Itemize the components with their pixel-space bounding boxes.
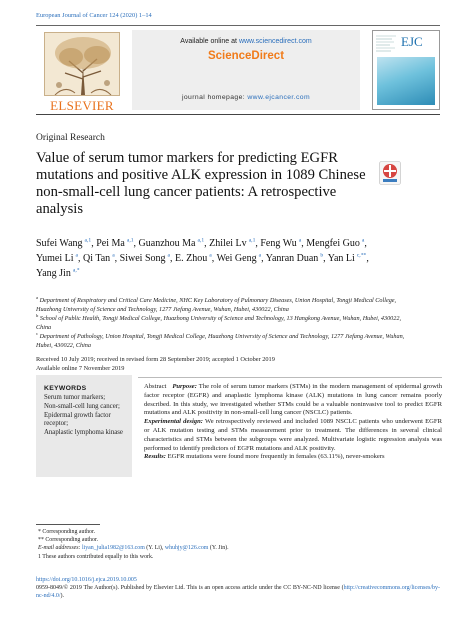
article-history <box>36 356 416 373</box>
cover-artwork <box>377 57 435 105</box>
author-affiliation-mark[interactable]: a,* <box>72 267 80 274</box>
doi-license-block <box>36 576 440 601</box>
keyword-item: Anaplastic lymphoma kinase <box>44 429 123 437</box>
corresponding-author-2: ** Corresponding author. <box>38 537 99 544</box>
tree-illustration <box>44 32 120 96</box>
journal-header-panel <box>132 30 360 110</box>
affiliation-a: $^a$ Department of Respiratory and Critical Care Medicine, NHC Key Laboratory of Pulmonary Diseases, Union Hospital, Tongji Medical College, Huazhong University of Science and Technology, 1277 Jiefang Avenue, Wuhan, Hubei, 430022, China <box>36 294 397 313</box>
email-addresses: E-mail addresses: liyan_julia1982@163.com (Y. Li), whuhjy@126.com (Y. Jin). <box>38 545 229 552</box>
history-online: Available online 7 November 2019 <box>36 364 125 372</box>
crossmark-icon[interactable] <box>379 161 401 185</box>
cover-lines-icon <box>376 34 398 54</box>
author-affiliation-mark[interactable]: a <box>167 252 171 259</box>
author-name[interactable]: Yang Jin $^{a,*}$ <box>36 267 80 279</box>
affiliation-b: $^b$ School of Public Health, Tongji Medical College, Huazhong University of Science and Technology, 13 Hangkong Avenue, Wuhan, Hubei, 430022, China <box>36 313 402 331</box>
abstract-results-label: Results: <box>144 453 166 461</box>
header-bottom-divider <box>36 114 440 115</box>
history-received: Received 10 July 2019; received in revised form 28 September 2019; accepted 1 October 2019 <box>36 356 275 363</box>
author-name[interactable]: Feng Wu $^a$ <box>260 237 302 249</box>
author-affiliation-mark[interactable]: a <box>361 237 365 244</box>
abstract-purpose-label: Purpose: <box>172 383 197 390</box>
abstract-design-label: Experimental design: <box>144 418 203 426</box>
available-online-line: Available online at www.sciencedirect.com <box>180 38 312 45</box>
email-link-jin[interactable]: whuhjy@126.com <box>164 545 209 552</box>
author-name[interactable]: Guanzhou Ma $^{a,1}$ <box>138 237 205 249</box>
sciencedirect-link[interactable]: www.sciencedirect.com <box>238 38 312 45</box>
footnotes <box>36 528 416 561</box>
abstract <box>144 383 442 462</box>
author-affiliation-mark[interactable]: a <box>75 252 78 259</box>
author-name[interactable]: Yumei Li $^a$ <box>36 252 78 264</box>
affiliations <box>36 294 410 352</box>
article-title: Value of serum tumor markers for predicting EGFR mutations and positive ALK expression in 1089 Chinese non-small-cell lung cancer patients: A retrospective analysis <box>36 150 366 217</box>
cover-title: EJC <box>401 34 423 49</box>
author-name[interactable]: Pei Ma $^{a,1}$ <box>96 237 134 249</box>
keywords-title: KEYWORDS <box>44 385 87 392</box>
keywords-list <box>44 394 128 438</box>
author-name[interactable]: Siwei Song $^a$ <box>119 252 171 264</box>
license-link[interactable]: http://creativecommons.org/licenses/by-nc-nd/4.0/ <box>36 585 440 600</box>
author-name[interactable]: E. Zhou $^a$ <box>175 252 212 264</box>
keyword-item: Epidermal growth factor receptor; <box>44 411 113 428</box>
journal-cover[interactable] <box>372 30 440 110</box>
publisher-wordmark: ELSEVIER <box>50 98 114 113</box>
author-affiliation-mark[interactable]: a,1 <box>84 237 92 244</box>
header-divider <box>36 25 440 26</box>
article-type: Original Research <box>36 133 105 143</box>
keywords-box <box>36 375 132 477</box>
keyword-item: Serum tumor markers; <box>44 394 106 401</box>
author-list: Sufei Wang $^{a,1}$, Pei Ma $^{a,1}$, Guanzhou Ma $^{a,1}$, Zhilei Lv $^{a,1}$, Feng Wu $^a$, Mengfei Guo $^a$, Yumei Li $^a$, Qi Tan $^a$, Siwei Song $^a$, E. Zhou $^a$, Wei Geng $^a$, Yanran Duan $^b$, Yan Li $^{c,**}$, Yang Jin $^{a,*}$ <box>36 237 369 279</box>
abstract-top-rule <box>138 377 442 378</box>
keyword-item: Non-small-cell lung cancer; <box>44 402 120 410</box>
publisher-logo[interactable] <box>36 30 128 113</box>
corresponding-author-1: * Corresponding author. <box>38 529 96 535</box>
abstract-design-text: We retrospectively reviewed and included 1089 NSCLC patients who underwent EGFR or ALK mutation testing and STMs measurement prior to treatment. The differences in several clinical characteristics and STMs between the subgroups were analyzed. Multivariate logistic regression analysis was performed to identify predictors of EGFR mutations and ALK positivity. <box>144 418 442 452</box>
author-name[interactable]: Yanran Duan $^b$ <box>265 252 324 264</box>
journal-reference[interactable]: European Journal of Cancer 124 (2020) 1–14 <box>36 12 152 19</box>
author-affiliation-mark[interactable]: a <box>298 237 302 244</box>
author-name[interactable]: Sufei Wang $^{a,1}$ <box>36 237 92 249</box>
email-link-li[interactable]: liyan_julia1982@163.com <box>81 545 145 552</box>
abstract-label: Abstract <box>144 383 167 390</box>
abstract-purpose-text: The role of serum tumor markers (STMs) in the modern management of epidermal growth factor receptor (EGFR) and anaplastic lymphoma kinase (ALK) mutations in lung cancer remains poorly described. In this study, we investigated whether STMs could be a valuable noninvasive tool to predict EGFR mutations and ALK positivity in non-small-cell lung cancer (NSCLC) patients. <box>144 383 442 417</box>
author-affiliation-mark[interactable]: b <box>320 252 324 259</box>
author-affiliation-mark[interactable]: a,1 <box>197 237 205 244</box>
footnote-divider <box>36 524 100 525</box>
equal-contribution-note: 1 These authors contributed equally to this work. <box>38 553 154 560</box>
author-affiliation-mark[interactable]: c,** <box>356 252 367 259</box>
author-name[interactable]: Qi Tan $^a$ <box>83 252 115 264</box>
author-affiliation-mark[interactable]: a,1 <box>248 237 256 244</box>
author-affiliation-mark[interactable]: a <box>112 252 115 259</box>
author-affiliation-mark[interactable]: a <box>258 252 262 259</box>
author-name[interactable]: Yan Li $^{c,**}$ <box>327 252 367 264</box>
license-statement: 0959-8049/© 2019 The Author(s). Published by Elsevier Ltd. This is an open access article under the CC BY-NC-ND license (http://creativecommons.org/licenses/by-nc-nd/4.0/). <box>36 585 440 600</box>
affiliation-c: $^c$ Department of Pathology, Union Hospital, Tongji Medical College, Huazhong University of Science and Technology, 1277 Jiefang Avenue, Wuhan, Hubei, 430022, China <box>36 331 405 349</box>
author-name[interactable]: Zhilei Lv $^{a,1}$ <box>209 237 256 249</box>
author-affiliation-mark[interactable]: a <box>209 252 212 259</box>
doi-link[interactable]: https://doi.org/10.1016/j.ejca.2019.10.005 <box>36 577 137 583</box>
author-affiliation-mark[interactable]: a,1 <box>126 237 134 244</box>
journal-homepage-line: journal homepage: www.ejcancer.com <box>181 94 311 101</box>
journal-homepage-link[interactable]: www.ejcancer.com <box>247 94 311 101</box>
sciencedirect-logo[interactable]: ScienceDirect <box>207 50 285 62</box>
author-name[interactable]: Wei Geng $^a$ <box>216 252 262 264</box>
abstract-results-text: EGFR mutations were found more frequently in females (63.11%), never-smokers <box>165 453 385 461</box>
author-name[interactable]: Mengfei Guo $^a$ <box>306 237 365 249</box>
